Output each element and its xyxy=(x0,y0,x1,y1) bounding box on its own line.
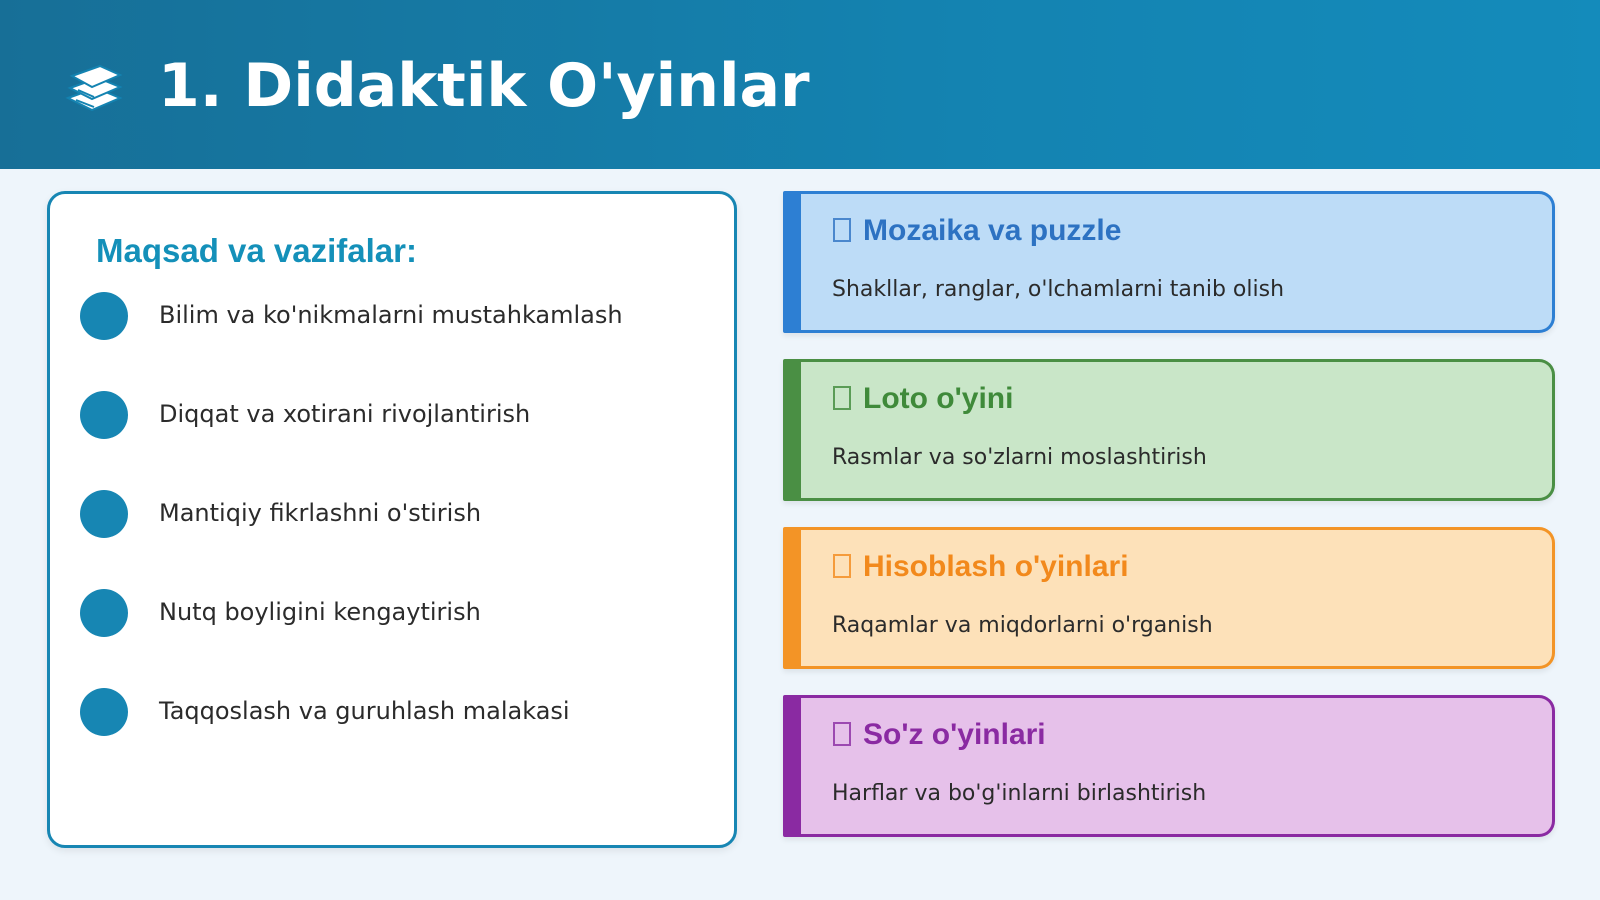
list-item xyxy=(80,391,700,490)
game-card-title: Loto o'yini xyxy=(863,382,1014,415)
game-card-hisoblash xyxy=(783,527,1555,669)
list-item-label: Nutq boyligini kengaytirish xyxy=(159,598,481,626)
game-card-title-wrap xyxy=(833,214,1121,248)
books-icon xyxy=(62,54,126,118)
list-item-label: Bilim va ko'nikmalarni mustahkamlash xyxy=(159,301,623,329)
game-card-title: So'z o'yinlari xyxy=(863,718,1046,751)
checkbox-icon xyxy=(833,386,851,410)
checkbox-icon xyxy=(833,218,851,242)
objectives-title: Maqsad va vazifalar: xyxy=(96,232,417,269)
list-item xyxy=(80,589,700,688)
bullet-dot-icon xyxy=(80,490,128,538)
game-card-title-wrap xyxy=(833,382,1013,416)
game-card-title: Mozaika va puzzle xyxy=(863,214,1122,247)
list-item xyxy=(80,688,700,787)
list-item xyxy=(80,490,700,589)
bullet-dot-icon xyxy=(80,391,128,439)
list-item xyxy=(80,292,700,391)
game-card-description: Shakllar, ranglar, o'lchamlarni tanib olish xyxy=(832,277,1285,302)
game-card-description: Harflar va bo'g'inlarni birlashtirish xyxy=(832,781,1207,806)
game-card-title-wrap xyxy=(833,718,1046,752)
game-card-loto xyxy=(783,359,1555,501)
list-item-label: Taqqoslash va guruhlash malakasi xyxy=(159,697,570,725)
game-card-title-wrap xyxy=(833,550,1129,584)
list-item-label: Mantiqiy fikrlashni o'stirish xyxy=(159,499,482,527)
list-item-label: Diqqat va xotirani rivojlantirish xyxy=(159,400,531,428)
objectives-panel xyxy=(47,191,737,848)
checkbox-icon xyxy=(833,554,851,578)
bullet-dot-icon xyxy=(80,292,128,340)
objectives-list xyxy=(80,292,700,787)
page-title: 1. Didaktik O'yinlar xyxy=(158,51,810,121)
game-card-title: Hisoblash o'yinlari xyxy=(863,550,1129,583)
bullet-dot-icon xyxy=(80,589,128,637)
bullet-dot-icon xyxy=(80,688,128,736)
checkbox-icon xyxy=(833,722,851,746)
game-card-soz xyxy=(783,695,1555,837)
game-card-mozaika xyxy=(783,191,1555,333)
header-bar xyxy=(0,0,1600,169)
game-card-description: Raqamlar va miqdorlarni o'rganish xyxy=(832,613,1213,638)
game-card-description: Rasmlar va so'zlarni moslashtirish xyxy=(832,445,1207,470)
game-cards xyxy=(783,191,1555,863)
